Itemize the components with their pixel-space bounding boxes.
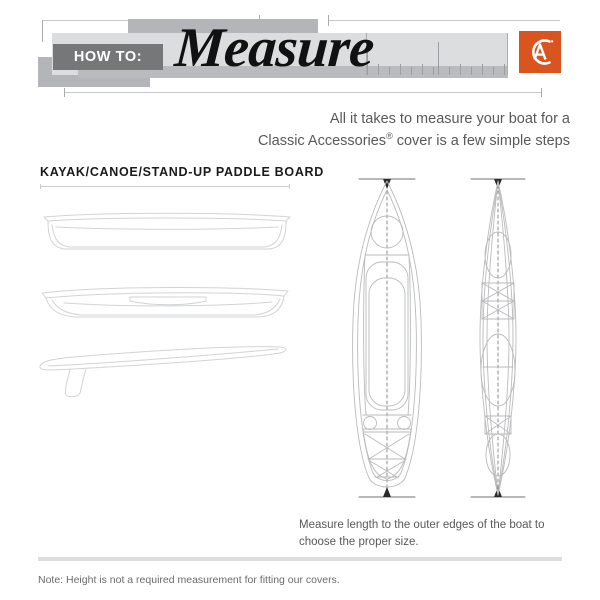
sit-on-top-kayak-top-view-shape: [353, 179, 422, 497]
paddle-board-side-profile-shape: [40, 347, 286, 397]
ruler-graphic: [366, 33, 508, 75]
header: [0, 0, 600, 100]
top-dimension-tip-left: [42, 20, 43, 42]
bottom-dimension-line: [64, 92, 542, 93]
subtitle-brand: Classic Accessories: [257, 133, 387, 150]
section-divider: [40, 186, 290, 187]
caption-line-1: Measure length to the outer edges of the boat to: [299, 519, 545, 531]
section-heading: KAYAK/CANOE/STAND-UP PADDLE BOARD: [40, 165, 325, 179]
side-profile-illustrations: [34, 205, 300, 405]
canoe-side-profile-shape: [44, 213, 290, 249]
subtitle: [180, 108, 570, 153]
caption-line-2: choose the proper size.: [299, 536, 419, 549]
bottom-dimension-tip-right: [541, 88, 542, 97]
footer-note: Note: Height is not a required measurement for fitting our covers.: [38, 574, 340, 586]
touring-kayak-top-view-shape: [471, 179, 525, 497]
page-title: Measure: [172, 17, 376, 79]
measure-caption: [299, 517, 559, 552]
subtitle-line-2-rest: cover is a few simple steps: [392, 133, 570, 150]
kayak-side-profile-shape: [42, 287, 288, 317]
top-view-illustrations: [335, 170, 575, 510]
registered-mark: ®: [386, 131, 393, 142]
footer-divider: [38, 557, 562, 561]
subtitle-line-1: All it takes to measure your boat for a: [329, 111, 570, 127]
classic-accessories-logo-icon: [519, 31, 561, 73]
how-to-label: HOW TO:: [53, 44, 163, 70]
bottom-dimension-tip-left: [64, 88, 65, 97]
